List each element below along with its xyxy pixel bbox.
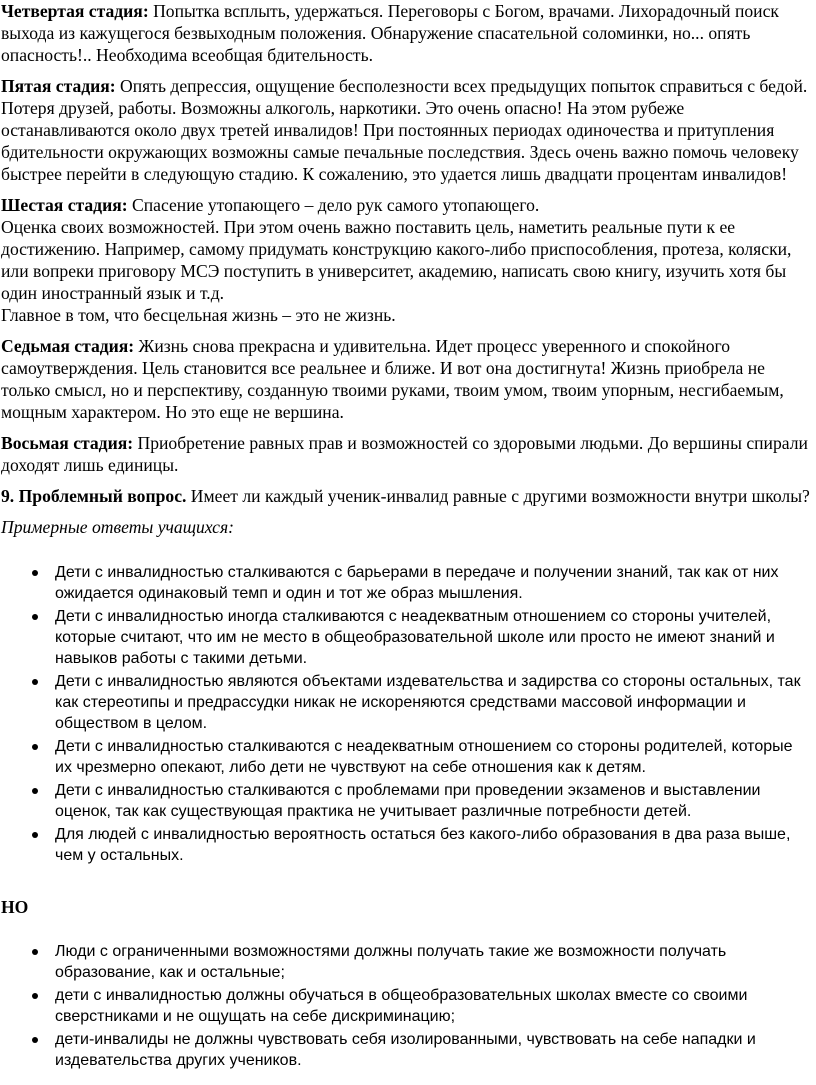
stage-5-title: Пятая стадия: bbox=[1, 76, 116, 96]
stage-4-paragraph bbox=[1, 0, 813, 66]
no-heading: НО bbox=[1, 897, 29, 917]
stage-6-line-2: Оценка своих возможностей. При этом очень важно поставить цель, наметить реальные пути к ее достижению. Например, самому придумать конструкцию какого-либо приспособления, протеза, коляски, или вопреки приговору МСЭ поступить в университет, академию, написать свою книгу, изучить хотя бы один иностранный язык и т.д. bbox=[1, 217, 792, 303]
list-item-text: Для людей с инвалидностью вероятность остаться без какого-либо образования в два раза выше, чем у остальных. bbox=[55, 826, 791, 864]
list-item bbox=[1, 671, 813, 734]
stage-6-line-3: Главное в том, что бесцельная жизнь – это не жизнь. bbox=[1, 305, 396, 325]
list-item-text: Люди с ограниченными возможностями должны получать такие же возможности получать образование, как и остальные; bbox=[55, 943, 727, 981]
stage-6-text: Спасение утопающего – дело рук самого утопающего. bbox=[127, 195, 540, 215]
list-item bbox=[1, 824, 813, 866]
bullet-icon bbox=[32, 993, 38, 999]
stage-5-text: Опять депрессия, ощущение бесполезности всех предыдущих попыток справиться с бедой. Потеря друзей, работы. Возможны алкоголь, наркотики. Это очень опасно! На этом рубеже останавливаются около двух третей инвалидов! При постоянных периодах одиночества и притупления бдительности окружающих возможны самые печальные последствия. Здесь очень важно помочь человеку быстрее перейти в следующую стадию. К сожалению, это удается лишь двадцати процентам инвалидов! bbox=[1, 76, 808, 184]
list-item bbox=[1, 736, 813, 778]
stage-8-title: Восьмая стадия: bbox=[1, 433, 134, 453]
problem-question-title: 9. Проблемный вопрос. bbox=[1, 486, 187, 506]
examples-label: Примерные ответы учащихся: bbox=[1, 517, 235, 537]
stage-7-title: Седьмая стадия: bbox=[1, 336, 135, 356]
bullet-icon bbox=[32, 614, 38, 620]
stage-8-text: Приобретение равных прав и возможностей со здоровыми людьми. До вершины спирали доходят лишь единицы. bbox=[1, 433, 808, 475]
bullet-icon bbox=[32, 679, 38, 685]
list-item-text: Дети с инвалидностью сталкиваются с проблемами при проведении экзаменов и выставлении оценок, так как существующая практика не учитывает различные потребности детей. bbox=[55, 782, 761, 820]
stage-7-paragraph bbox=[1, 335, 813, 423]
bullet-icon bbox=[32, 832, 38, 838]
problem-question-text: Имеет ли каждый ученик-инвалид равные с другими возможности внутри школы? bbox=[186, 486, 810, 506]
list-item-text: Дети с инвалидностью являются объектами издевательства и задирства со стороны остальных, так как стереотипы и предрассудки никак не искореняются средствами массовой информации и обществом в целом. bbox=[55, 673, 801, 732]
list-item-text: дети с инвалидностью должны обучаться в общеобразовательных школах вместе со своими сверстниками и не ощущать на себе дискриминацию; bbox=[55, 987, 748, 1025]
answers-list bbox=[1, 562, 813, 866]
list-item bbox=[1, 562, 813, 604]
bullet-icon bbox=[32, 1037, 38, 1043]
problem-question bbox=[1, 485, 813, 507]
bullet-icon bbox=[32, 949, 38, 955]
stage-4-text: Попытка всплыть, удержаться. Переговоры с Богом, врачами. Лихорадочный поиск выхода из кажущегося безвыходным положения. Обнаружение спасательной соломинки, но... опять опасность!.. Необходима всеобщая бдительность. bbox=[1, 1, 779, 65]
bullet-icon bbox=[32, 788, 38, 794]
counter-points-list bbox=[1, 941, 813, 1071]
stage-6-paragraph bbox=[1, 194, 813, 326]
stage-6-title: Шестая стадия: bbox=[1, 195, 128, 215]
list-item-text: Дети с инвалидностью сталкиваются с барьерами в передаче и получении знаний, так как от них ожидается одинаковый темп и один и тот же образ мышления. bbox=[55, 564, 779, 602]
bullet-icon bbox=[32, 744, 38, 750]
list-item bbox=[1, 941, 813, 983]
stage-4-title: Четвертая стадия: bbox=[1, 1, 149, 21]
list-item bbox=[1, 780, 813, 822]
stage-8-paragraph bbox=[1, 432, 813, 476]
list-item-text: дети-инвалиды не должны чувствовать себя изолированными, чувствовать на себе нападки и издевательства других учеников. bbox=[55, 1031, 756, 1069]
list-item bbox=[1, 985, 813, 1027]
list-item bbox=[1, 606, 813, 669]
list-item-text: Дети с инвалидностью иногда сталкиваются с неадекватным отношением со стороны учителей, которые считают, что им не место в общеобразовательной школе или просто не имеют знаний и навыков работы с такими детьми. bbox=[55, 608, 775, 667]
stage-7-text: Жизнь снова прекрасна и удивительна. Идет процесс уверенного и спокойного самоутверждения. Цель становится все реальнее и ближе. И вот она достигнута! Жизнь приобрела не только смысл, но и перспективу, созданную твоими руками, твоим умом, твоим упорным, несгибаемым, мощным характером. Но это еще не вершина. bbox=[1, 336, 784, 422]
stage-5-paragraph bbox=[1, 75, 813, 185]
list-item bbox=[1, 1029, 813, 1071]
list-item-text: Дети с инвалидностью сталкиваются с неадекватным отношением со стороны родителей, которые их чрезмерно опекают, либо дети не чувствуют на себе отношения как к детям. bbox=[55, 738, 793, 776]
bullet-icon bbox=[32, 570, 38, 576]
